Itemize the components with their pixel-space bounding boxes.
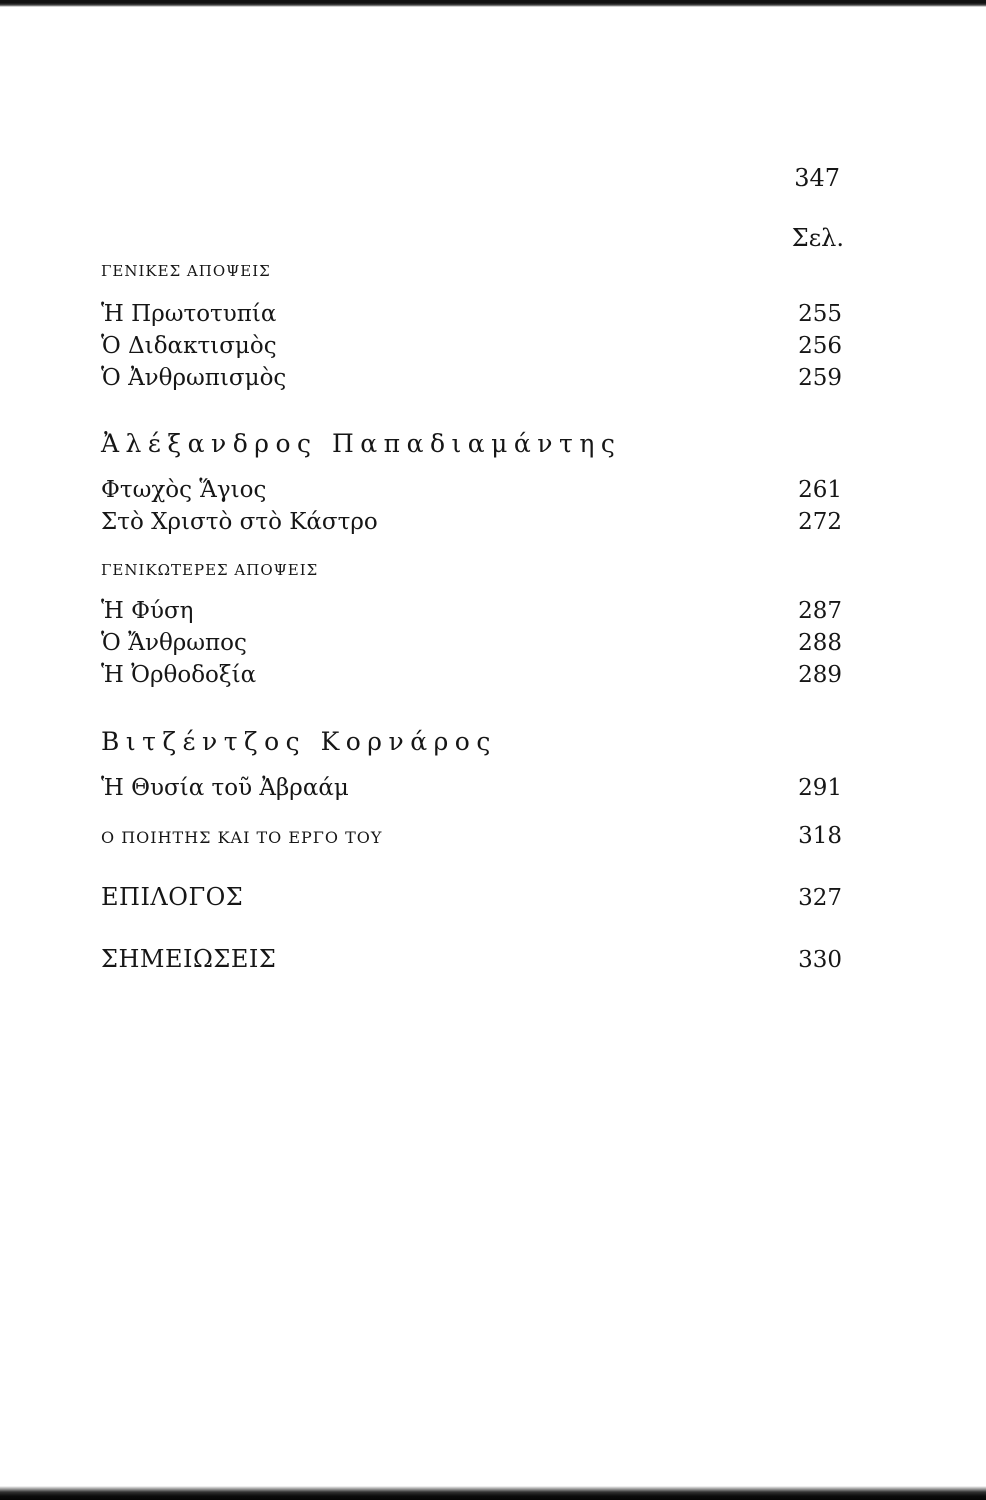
- toc-entry-page: 288: [798, 630, 842, 656]
- toc-entry-page: 261: [798, 477, 842, 503]
- toc-entry-page: 272: [798, 509, 842, 535]
- toc-entry-title: Ο ΠΟΙΗΤΗΣ ΚΑΙ ΤΟ ΕΡΓΟ ΤΟΥ: [101, 828, 383, 847]
- toc-entry-page: 256: [798, 333, 842, 359]
- toc-entry-notes: [101, 945, 842, 973]
- toc-entry-title: Ὁ Ἄνθρωπος: [101, 630, 247, 656]
- section-heading: ΓΕΝΙΚΩΤΕΡΕΣ ΑΠΟΨΕΙΣ: [101, 561, 319, 579]
- toc-entry-title: Ἡ Ὀρθοδοξία: [101, 662, 257, 688]
- section-heading: ΓΕΝΙΚΕΣ ΑΠΟΨΕΙΣ: [101, 262, 271, 280]
- toc-entry-title: Ὁ Διδακτισμὸς: [101, 333, 277, 359]
- toc-entry: [101, 509, 842, 535]
- toc-entry: [101, 823, 842, 849]
- toc-entry: [101, 630, 842, 656]
- toc-entry-title: Στὸ Χριστὸ στὸ Κάστρο: [101, 509, 378, 535]
- toc-entry-page: 330: [798, 947, 842, 973]
- toc-entry-page: 291: [798, 775, 842, 801]
- toc-entry-title: ΣΗΜΕΙΩΣΕΙΣ: [101, 945, 277, 973]
- toc-entry: [101, 662, 842, 688]
- author-heading: Ἀλέξανδρος Παπαδιαμάντης: [101, 429, 622, 458]
- toc-entry-page: 255: [798, 301, 842, 327]
- toc-entry: [101, 775, 842, 801]
- toc-entry-title: Ἡ Θυσία τοῦ Ἀβραάμ: [101, 775, 349, 801]
- toc-entry: [101, 477, 842, 503]
- toc-entry-page: 259: [798, 365, 842, 391]
- toc-entry: [101, 365, 842, 391]
- author-heading: Βιτζέντζος Κορνάρος: [101, 727, 497, 756]
- toc-entry-page: 318: [798, 823, 842, 849]
- page-bottom-edge: [0, 1486, 986, 1500]
- toc-entry-title: Ὁ Ἀνθρωπισμὸς: [101, 365, 287, 391]
- pages-column-label: Σελ.: [791, 224, 844, 252]
- toc-entry-page: 287: [798, 598, 842, 624]
- toc-entry-title: Ἡ Πρωτοτυπία: [101, 301, 277, 327]
- toc-entry-title: ΕΠΙΛΟΓΟΣ: [101, 883, 244, 911]
- toc-entry-title: Ἡ Φύση: [101, 598, 194, 624]
- toc-entry-title: Φτωχὸς Ἅγιος: [101, 477, 267, 503]
- toc-entry-epilogue: [101, 883, 842, 911]
- page-number: 347: [794, 164, 840, 192]
- toc-entry: [101, 333, 842, 359]
- toc-entry-page: 289: [798, 662, 842, 688]
- toc-entry-page: 327: [798, 885, 842, 911]
- page-top-edge: [0, 0, 986, 7]
- toc-entry: [101, 301, 842, 327]
- toc-entry: [101, 598, 842, 624]
